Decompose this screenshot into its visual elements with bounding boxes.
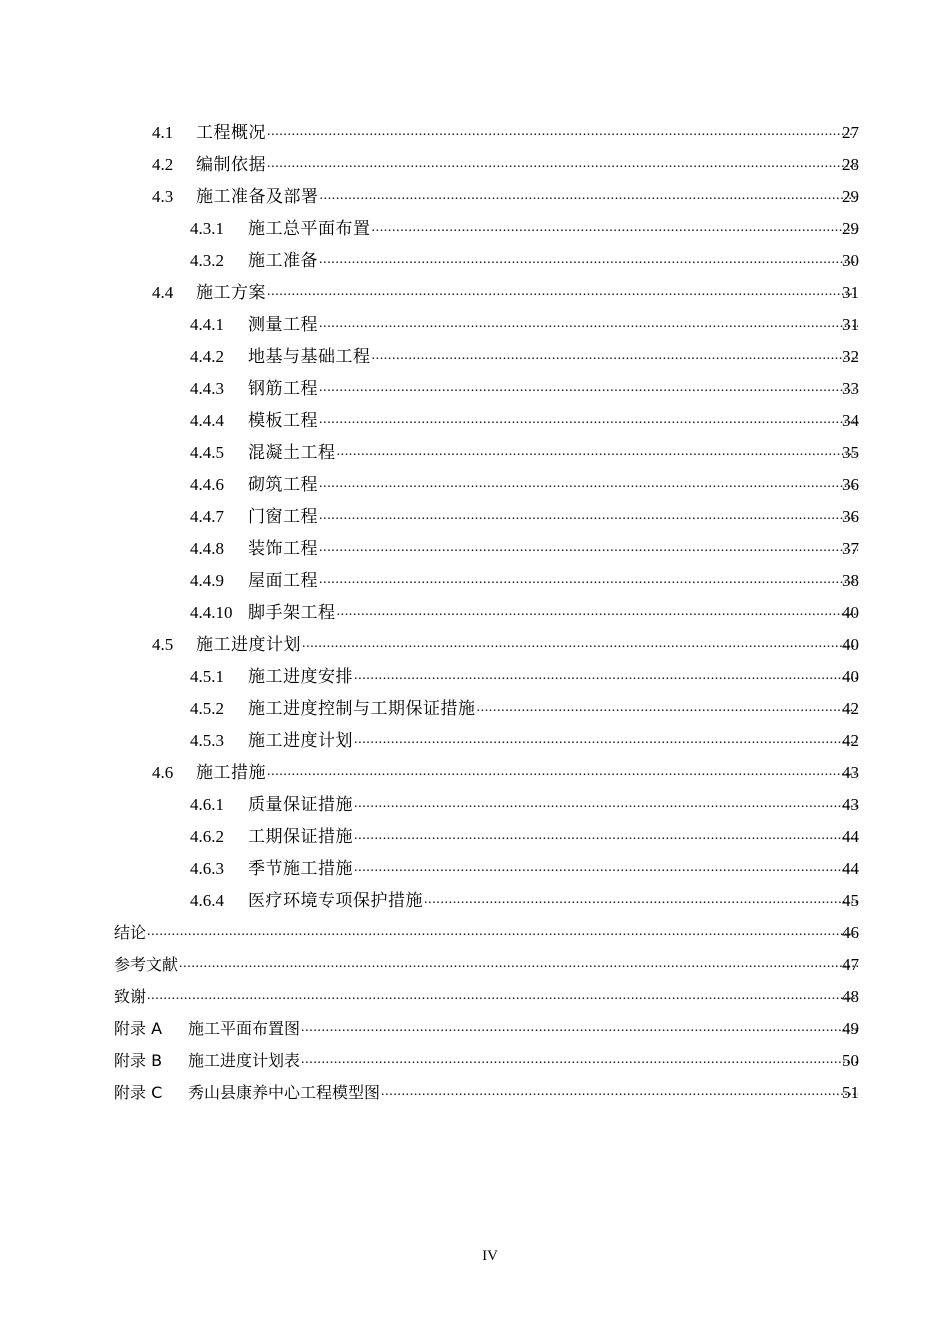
toc-entry-number: 4.5.1 xyxy=(190,667,224,686)
toc-dot-leader xyxy=(147,987,858,1007)
toc-entry[interactable] xyxy=(0,597,950,629)
toc-entry-number: 4.4.2 xyxy=(190,347,224,366)
toc-entry-body xyxy=(152,277,859,309)
toc-entry[interactable] xyxy=(0,277,950,309)
toc-entry-page: 35 xyxy=(842,443,859,462)
toc-entry-page: 31 xyxy=(842,315,859,334)
toc-entry-title: 施工进度计划 xyxy=(248,731,353,750)
toc-entry-body xyxy=(190,373,859,405)
toc-entry-number: 4.5 xyxy=(152,635,174,654)
toc-entry-title: 脚手架工程 xyxy=(248,603,336,622)
toc-entry-title: 模板工程 xyxy=(248,411,318,430)
toc-entry-page: 38 xyxy=(842,571,859,590)
toc-entry-body xyxy=(190,309,859,341)
toc-entry-body xyxy=(114,1045,859,1077)
toc-entry-title: 致谢 xyxy=(114,987,147,1006)
toc-entry-number: 4.4.3 xyxy=(190,379,224,398)
toc-entry-page: 32 xyxy=(842,347,859,366)
toc-dot-leader xyxy=(337,443,859,463)
toc-entry[interactable] xyxy=(0,949,950,981)
page-number: IV xyxy=(482,1248,498,1264)
toc-entry[interactable] xyxy=(0,981,950,1013)
toc-entry[interactable] xyxy=(0,661,950,693)
toc-entry-page: 34 xyxy=(842,411,859,430)
toc-entry-page: 48 xyxy=(842,987,859,1006)
toc-entry-number: 4.2 xyxy=(152,155,174,174)
toc-entry[interactable] xyxy=(0,309,950,341)
toc-entry-page: 43 xyxy=(842,795,859,814)
toc-entry[interactable] xyxy=(0,693,950,725)
toc-dot-leader xyxy=(319,315,858,335)
toc-entry-number: 4.3 xyxy=(152,187,174,206)
toc-entry[interactable] xyxy=(0,917,950,949)
toc-entry-page: 29 xyxy=(842,187,859,206)
toc-entry-page: 28 xyxy=(842,155,859,174)
toc-entry[interactable] xyxy=(0,629,950,661)
toc-entry-title: 施工进度计划 xyxy=(196,635,301,654)
toc-entry[interactable] xyxy=(0,789,950,821)
toc-dot-leader xyxy=(301,1019,858,1039)
toc-entry-page: 44 xyxy=(842,827,859,846)
toc-entry-number: 4.4.10 xyxy=(190,603,233,622)
toc-entry-title: 钢筋工程 xyxy=(248,379,318,398)
toc-entry-title: 工期保证措施 xyxy=(248,827,353,846)
toc-dot-leader xyxy=(267,123,858,143)
toc-dot-leader xyxy=(381,1083,858,1103)
toc-entry-title: 施工进度安排 xyxy=(248,667,353,686)
toc-entry-page: 45 xyxy=(842,891,859,910)
toc-dot-leader xyxy=(354,827,858,847)
toc-entry-body xyxy=(114,981,859,1013)
toc-entry-number: 4.6.4 xyxy=(190,891,224,910)
toc-dot-leader xyxy=(354,667,858,687)
toc-entry-body xyxy=(114,1013,859,1045)
toc-entry-title: 季节施工措施 xyxy=(248,859,353,878)
toc-entry-body xyxy=(190,693,859,725)
toc-entry-page: 31 xyxy=(842,283,859,302)
toc-entry-number: 4.4.6 xyxy=(190,475,224,494)
toc-entry-title: 施工措施 xyxy=(196,763,266,782)
toc-dot-leader xyxy=(354,859,858,879)
toc-entry-number: 4.6.3 xyxy=(190,859,224,878)
toc-dot-leader xyxy=(319,539,858,559)
toc-entry-title: 混凝土工程 xyxy=(248,443,336,462)
toc-entry[interactable] xyxy=(0,821,950,853)
toc-entry-title: 医疗环境专项保护措施 xyxy=(248,891,423,910)
toc-entry[interactable] xyxy=(0,501,950,533)
toc-entry[interactable] xyxy=(0,565,950,597)
toc-entry-body xyxy=(190,821,859,853)
toc-entry-body xyxy=(190,725,859,757)
toc-entry[interactable] xyxy=(0,181,950,213)
toc-entry-page: 40 xyxy=(842,603,859,622)
toc-entry[interactable] xyxy=(0,757,950,789)
toc-entry-number: 4.4.1 xyxy=(190,315,224,334)
toc-dot-leader xyxy=(301,1051,858,1071)
toc-dot-leader xyxy=(372,347,859,367)
toc-entry[interactable] xyxy=(0,885,950,917)
toc-entry-title: 砌筑工程 xyxy=(248,475,318,494)
toc-entry-body xyxy=(114,917,859,949)
toc-entry-number: 4.5.2 xyxy=(190,699,224,718)
toc-entry-title: 地基与基础工程 xyxy=(248,347,371,366)
toc-entry-body xyxy=(190,661,859,693)
toc-dot-leader xyxy=(319,379,858,399)
toc-entry-title: 参考文献 xyxy=(114,955,179,974)
toc-entry-body xyxy=(190,245,859,277)
toc-entry-page: 30 xyxy=(842,251,859,270)
toc-entry-body xyxy=(190,533,859,565)
toc-entry-page: 42 xyxy=(842,699,859,718)
toc-dot-leader xyxy=(267,283,858,303)
toc-entry[interactable] xyxy=(0,117,950,149)
toc-dot-leader xyxy=(354,795,858,815)
toc-entry-page: 46 xyxy=(842,923,859,942)
toc-entry-number: 4.4.9 xyxy=(190,571,224,590)
toc-entry-number: 4.4.4 xyxy=(190,411,224,430)
toc-entry-number: 4.3.2 xyxy=(190,251,224,270)
table-of-contents xyxy=(0,117,950,1109)
toc-entry-number: 4.4.8 xyxy=(190,539,224,558)
toc-entry-number: 4.4 xyxy=(152,283,174,302)
toc-entry-body xyxy=(190,437,859,469)
toc-entry-page: 40 xyxy=(842,635,859,654)
toc-dot-leader xyxy=(319,475,858,495)
toc-dot-leader xyxy=(267,155,858,175)
toc-entry-body xyxy=(190,341,859,373)
toc-entry-number: 附录 B xyxy=(114,1051,163,1070)
toc-entry-body xyxy=(114,1077,859,1109)
toc-entry-number: 4.6.2 xyxy=(190,827,224,846)
toc-entry-number: 4.6.1 xyxy=(190,795,224,814)
toc-entry-number: 4.5.3 xyxy=(190,731,224,750)
toc-entry-title: 质量保证措施 xyxy=(248,795,353,814)
toc-entry-page: 36 xyxy=(842,507,859,526)
toc-entry-body xyxy=(190,789,859,821)
toc-dot-leader xyxy=(179,955,858,975)
toc-entry-number: 4.6 xyxy=(152,763,174,782)
toc-entry-title: 结论 xyxy=(114,923,147,942)
toc-dot-leader xyxy=(372,219,859,239)
toc-entry-number: 4.4.7 xyxy=(190,507,224,526)
toc-entry-title: 秀山县康养中心工程模型图 xyxy=(188,1083,381,1102)
toc-entry-number: 附录 A xyxy=(114,1019,163,1038)
toc-entry-title: 装饰工程 xyxy=(248,539,318,558)
toc-entry-page: 40 xyxy=(842,667,859,686)
toc-entry-page: 51 xyxy=(842,1083,859,1102)
toc-entry-title: 编制依据 xyxy=(196,155,266,174)
toc-entry-body xyxy=(190,565,859,597)
toc-entry-body xyxy=(152,149,859,181)
toc-entry[interactable] xyxy=(0,373,950,405)
toc-dot-leader xyxy=(477,699,859,719)
toc-entry-page: 36 xyxy=(842,475,859,494)
toc-dot-leader xyxy=(354,731,858,751)
toc-entry-title: 施工平面布置图 xyxy=(188,1019,301,1038)
toc-entry[interactable] xyxy=(0,245,950,277)
toc-entry-body xyxy=(152,181,859,213)
toc-entry-body xyxy=(190,501,859,533)
toc-entry-body xyxy=(152,629,859,661)
toc-entry-title: 测量工程 xyxy=(248,315,318,334)
toc-dot-leader xyxy=(319,571,858,591)
toc-entry-body xyxy=(152,757,859,789)
toc-entry-body xyxy=(114,949,859,981)
toc-dot-leader xyxy=(320,187,859,207)
toc-entry-page: 42 xyxy=(842,731,859,750)
toc-entry-title: 施工进度控制与工期保证措施 xyxy=(248,699,476,718)
toc-entry[interactable] xyxy=(0,149,950,181)
toc-entry[interactable] xyxy=(0,405,950,437)
toc-dot-leader xyxy=(424,891,858,911)
toc-dot-leader xyxy=(319,251,858,271)
toc-entry-body xyxy=(190,853,859,885)
toc-entry[interactable] xyxy=(0,341,950,373)
toc-entry-page: 37 xyxy=(842,539,859,558)
toc-entry-number: 附录 C xyxy=(114,1083,163,1102)
toc-entry-page: 29 xyxy=(842,219,859,238)
toc-entry-number: 4.1 xyxy=(152,123,174,142)
toc-entry-title: 屋面工程 xyxy=(248,571,318,590)
toc-dot-leader xyxy=(147,923,858,943)
toc-entry-page: 47 xyxy=(842,955,859,974)
toc-entry-body xyxy=(190,885,859,917)
toc-entry[interactable] xyxy=(0,437,950,469)
toc-dot-leader xyxy=(319,411,858,431)
toc-entry-number: 4.4.5 xyxy=(190,443,224,462)
toc-entry[interactable] xyxy=(0,1013,950,1045)
toc-entry-body xyxy=(190,597,859,629)
toc-entry-title: 施工进度计划表 xyxy=(188,1051,301,1070)
toc-dot-leader xyxy=(337,603,859,623)
toc-entry-page: 33 xyxy=(842,379,859,398)
toc-entry-page: 49 xyxy=(842,1019,859,1038)
toc-entry[interactable] xyxy=(0,469,950,501)
toc-entry-number: 4.3.1 xyxy=(190,219,224,238)
toc-entry-page: 44 xyxy=(842,859,859,878)
toc-dot-leader xyxy=(302,635,858,655)
toc-entry[interactable] xyxy=(0,1045,950,1077)
toc-entry[interactable] xyxy=(0,853,950,885)
toc-entry[interactable] xyxy=(0,725,950,757)
toc-entry-body xyxy=(152,117,859,149)
toc-entry[interactable] xyxy=(0,213,950,245)
toc-entry-body xyxy=(190,405,859,437)
toc-entry-page: 27 xyxy=(842,123,859,142)
toc-entry-title: 施工总平面布置 xyxy=(248,219,371,238)
toc-dot-leader xyxy=(267,763,858,783)
toc-entry-title: 施工方案 xyxy=(196,283,266,302)
toc-entry-body xyxy=(190,469,859,501)
toc-entry[interactable] xyxy=(0,1077,950,1109)
toc-entry[interactable] xyxy=(0,533,950,565)
toc-entry-body xyxy=(190,213,859,245)
toc-entry-title: 施工准备及部署 xyxy=(196,187,319,206)
toc-entry-page: 50 xyxy=(842,1051,859,1070)
toc-dot-leader xyxy=(319,507,858,527)
toc-entry-page: 43 xyxy=(842,763,859,782)
toc-entry-title: 工程概况 xyxy=(196,123,266,142)
toc-entry-title: 施工准备 xyxy=(248,251,318,270)
toc-entry-title: 门窗工程 xyxy=(248,507,318,526)
